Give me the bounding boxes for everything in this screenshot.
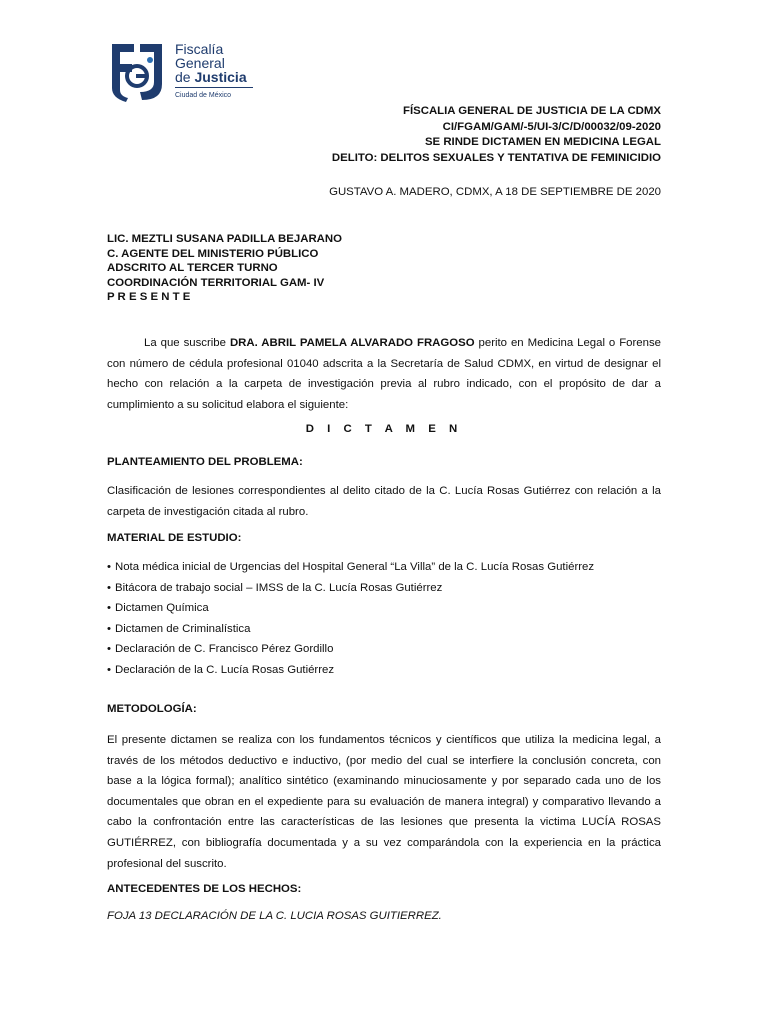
header-offense: DELITO: DELITOS SEXUALES Y TENTATIVA DE FEMINICIDIO xyxy=(331,151,661,164)
foja-reference: FOJA 13 DECLARACIÓN DE LA C. LUCIA ROSAS GUITIERREZ. xyxy=(107,910,442,922)
planteamiento-text: Clasificación de lesiones correspondientes al delito citado de la C. Lucía Rosas Gutiérrez con relación a la carpeta de investigación citada al rubro. xyxy=(107,485,661,518)
header-case-number: CI/FGAM/GAM/-5/UI-3/C/D/00032/09-2020 xyxy=(442,120,661,133)
metodologia-text: El presente dictamen se realiza con los fundamentos técnicos y científicos que utiliza la medicina legal, a través de los métodos deductivo e inductivo, (por medio del cual se interfiere la conclusión concreta, con base a la lógica formal); analítico sintético (examinando minuciosamente y por separado cada uno de los documentales que obran en el expediente para su evaluación de manera integral) y comparativo llevando a cabo la confrontación entre las características de las lesiones que presenta la victima LUCÍA ROSAS GUTIÉRREZ, con bibliografía documentada y a su vez comparándola con la experiencia en la práctica profesional del suscrito. xyxy=(107,734,661,870)
dictamen-title: D I C T A M E N xyxy=(305,423,463,435)
list-item: • Bitácora de trabajo social – IMSS de la C. Lucía Rosas Gutiérrez xyxy=(107,578,594,599)
header-institution: FÍSCALIA GENERAL DE JUSTICIA DE LA CDMX xyxy=(403,105,661,117)
fgj-emblem-icon xyxy=(106,40,168,102)
logo-wordmark: Fiscalía General de Justicia Ciudad de México xyxy=(175,42,253,103)
section-heading-material: MATERIAL DE ESTUDIO: xyxy=(107,532,242,544)
recipient-coordination: COORDINACIÓN TERRITORIAL GAM- IV xyxy=(107,276,325,289)
case-header xyxy=(332,104,661,166)
list-item: • Nota médica inicial de Urgencias del Hospital General “La Villa” de la C. Lucía Rosas Gutiérrez xyxy=(107,557,594,578)
section-heading-metodologia: METODOLOGÍA: xyxy=(107,703,197,715)
recipient-assigned: ADSCRITO AL TERCER TURNO xyxy=(107,262,278,275)
intro-paragraph: La que suscribe DRA. ABRIL PAMELA ALVARADO FRAGOSO perito en Medicina Legal o Forense con número de cédula profesional 01040 adscrita a la Secretaría de Salud CDMX, en virtud de designar el hecho con relación a la carpeta de investigación previa al rubro indicado, con el propósito de dar a cumplimiento a su solicitud elabora el siguiente: xyxy=(107,337,661,411)
expert-name: DRA. ABRIL PAMELA ALVARADO FRAGOSO xyxy=(229,337,475,349)
list-item: • Dictamen de Criminalística xyxy=(107,619,594,640)
list-item: • Declaración de la C. Lucía Rosas Gutiérrez xyxy=(107,660,594,681)
list-item: • Dictamen Química xyxy=(107,598,594,619)
place-date: GUSTAVO A. MADERO, CDMX, A 18 DE SEPTIEMBRE DE 2020 xyxy=(329,186,661,198)
recipient-block xyxy=(107,232,342,305)
recipient-presente: P R E S E N T E xyxy=(107,291,191,304)
header-subject: SE RINDE DICTAMEN EN MEDICINA LEGAL xyxy=(424,136,661,148)
recipient-role: C. AGENTE DEL MINISTERIO PÚBLICO xyxy=(107,247,319,260)
material-list xyxy=(107,557,594,681)
list-item: • Declaración de C. Francisco Pérez Gordillo xyxy=(107,639,594,660)
recipient-name: LIC. MEZTLI SUSANA PADILLA BEJARANO xyxy=(107,233,342,245)
fgj-logo xyxy=(106,40,276,102)
section-heading-antecedentes: ANTECEDENTES DE LOS HECHOS: xyxy=(107,883,302,895)
section-heading-planteamiento: PLANTEAMIENTO DEL PROBLEMA: xyxy=(107,456,303,468)
